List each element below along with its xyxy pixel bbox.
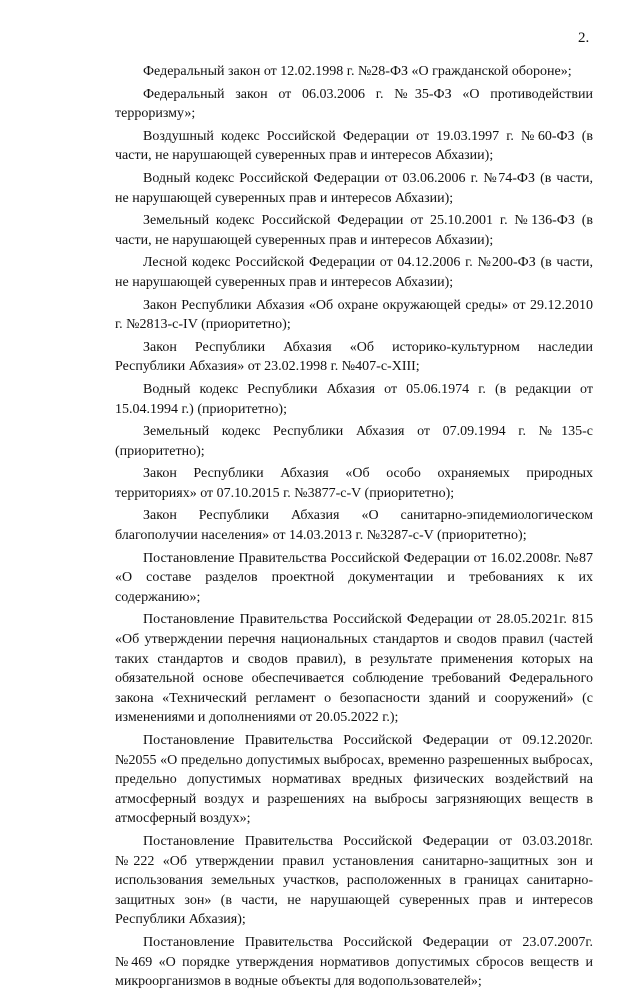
paragraph: Постановление Правительства Российской Федерации от 16.02.2008г. №87 «О составе разделов проектной документации и требованиях к их содержанию»; <box>115 550 593 605</box>
paragraph: Постановление Правительства Российской Федерации от 28.05.2021г. 815 «Об утверждении перечня национальных стандартов и сводов правил (частей таких стандартов и сводов правил), в результате применения которых на обязательной основе обеспечивается соблюдение требований Федерального закона «Технический регламент о безопасности зданий и сооружений» (с изменениями и дополнениями от 20.05.2022 г.); <box>115 612 593 726</box>
paragraph: Федеральный закон от 06.03.2006 г. №35-ФЗ «О противодействии терроризму»; <box>115 86 593 122</box>
paragraph: Федеральный закон от 12.02.1998 г. №28-ФЗ «О гражданской обороне»; <box>143 64 572 79</box>
paragraph: Постановление Правительства Российской Федерации от 09.12.2020г. №2055 «О предельно допустимых выбросах, временно разрешенных выбросах, предельно допустимых нормативах вредных физических воздействий на атмосферный воздух и разрешениях на выбросы загрязняющих веществ в атмосферный воздух»; <box>115 733 593 827</box>
paragraph: Закон Республики Абхазия «Об охране окружающей среды» от 29.12.2010 г. №2813-с-IV (приоритетно); <box>115 297 593 333</box>
paragraph: Водный кодекс Российской Федерации от 03.06.2006 г. №74-ФЗ (в части, не нарушающей суверенных прав и интересов Абхазии); <box>115 170 593 206</box>
paragraph: Закон Республики Абхазия «Об особо охраняемых природных территориях» от 07.10.2015 г. №3877-с-V (приоритетно); <box>115 466 593 501</box>
paragraph: Земельный кодекс Республики Абхазия от 07.09.1994 г. №135-с (приоритетно); <box>115 424 593 459</box>
page-number: 2. <box>578 30 590 46</box>
paragraph: Постановление Правительства Российской Федерации от 03.03.2018г. №222 «Об утверждении правил установления санитарно-защитных зон и использования земельных участков, расположенных в границах санитарно-защитных зон» (в части, не нарушающей суверенных прав и интересов Республики Абхазия); <box>115 833 593 928</box>
paragraph: Воздушный кодекс Российской Федерации от 19.03.1997 г. №60-ФЗ (в части, не нарушающей суверенных прав и интересов Абхазии); <box>115 128 593 164</box>
paragraph: Закон Республики Абхазия «О санитарно-эпидемиологическом благополучии населения» от 14.03.2013 г. №3287-с-V (приоритетно); <box>115 508 593 544</box>
document-body <box>115 62 593 995</box>
paragraph: Земельный кодекс Российской Федерации от 25.10.2001 г. №136-ФЗ (в части, не нарушающей суверенных прав и интересов Абхазии); <box>115 213 593 248</box>
paragraph: Водный кодекс Республики Абхазия от 05.06.1974 г. (в редакции от 15.04.1994 г.) (приоритетно); <box>115 381 593 417</box>
paragraph: Постановление Правительства Российской Федерации от 23.07.2007г. №469 «О порядке утверждения нормативов допустимых сбросов веществ и микроорганизмов в водные объекты для водопользователей»; <box>115 934 593 990</box>
paragraph: Лесной кодекс Российской Федерации от 04.12.2006 г. №200-ФЗ (в части, не нарушающей суверенных прав и интересов Абхазии); <box>115 255 593 290</box>
paragraph: Закон Республики Абхазия «Об историко-культурном наследии Республики Абхазия» от 23.02.1998 г. №407-с-XIII; <box>115 339 593 375</box>
